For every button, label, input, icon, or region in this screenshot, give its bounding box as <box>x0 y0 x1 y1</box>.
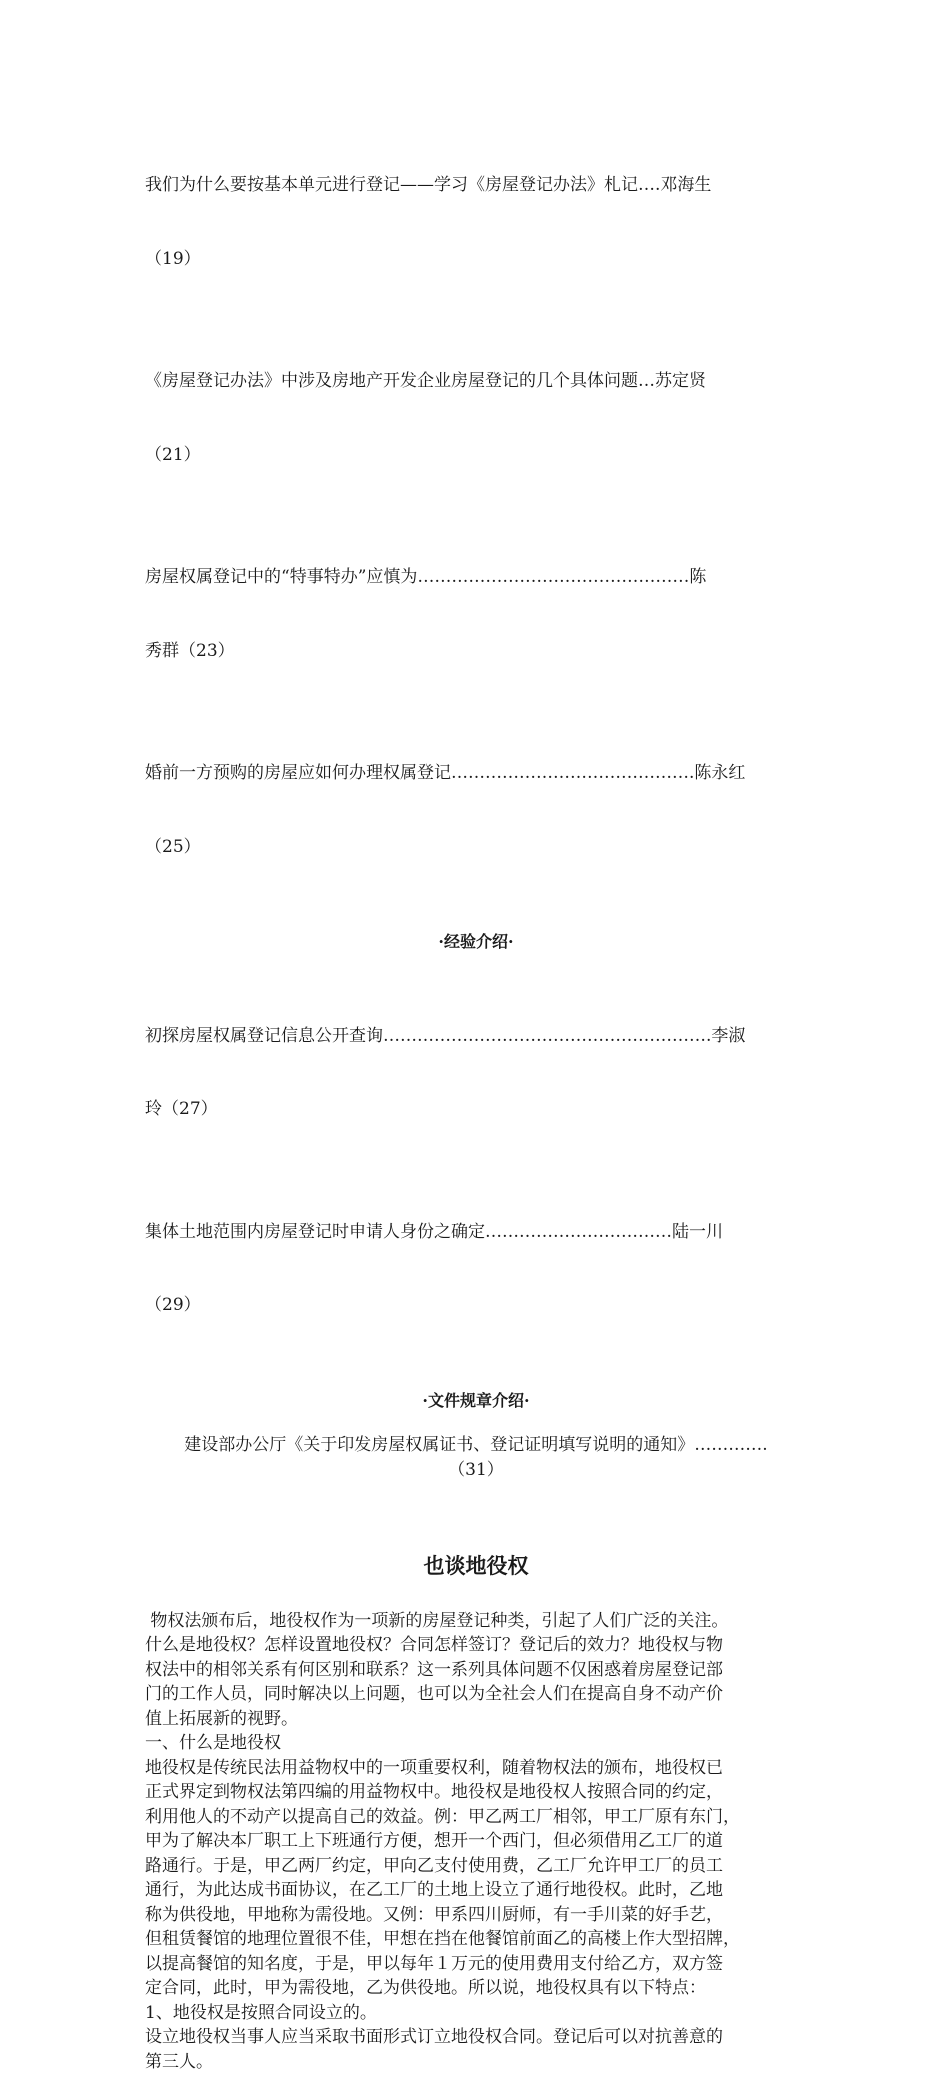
toc-entry <box>145 712 807 908</box>
toc-entry-title: 建设部办公厅《关于印发房屋权属证书、登记证明填写说明的通知》…………. <box>145 1433 807 1458</box>
section-heading-experience: ·经验介绍· <box>145 930 807 955</box>
article-line: 设立地役权当事人应当采取书面形式订立地役权合同。登记后可以对抗善意的 <box>145 2025 807 2050</box>
article-line: 地役权是传统民法用益物权中的一项重要权利，随着物权法的颁布，地役权已 <box>145 1756 807 1781</box>
article-line: 一、什么是地役权 <box>145 1731 807 1756</box>
toc-entry <box>145 124 807 320</box>
toc-entry-page: 秀群（23） <box>145 639 807 664</box>
article-line: 称为供役地，甲地称为需役地。又例：甲系四川厨师，有一手川菜的好手艺， <box>145 1903 807 1928</box>
toc-group-2 <box>145 975 807 1367</box>
toc-entry-page: （19） <box>145 247 807 272</box>
article-line: 通行，为此达成书面协议，在乙工厂的土地上设立了通行地役权。此时，乙地 <box>145 1878 807 1903</box>
article-line: 1、地役权是按照合同设立的。 <box>145 2001 807 2026</box>
article-line: 第三人。 <box>145 2050 807 2074</box>
article-line: 定合同，此时，甲为需役地，乙为供役地。所以说，地役权具有以下特点： <box>145 1976 807 2001</box>
article-line: 物权法颁布后，地役权作为一项新的房屋登记种类，引起了人们广泛的关注。 <box>145 1609 807 1634</box>
article-line: 门的工作人员，同时解决以上问题，也可以为全社会人们在提高自身不动产价 <box>145 1682 807 1707</box>
toc-entry <box>145 1171 807 1367</box>
article-body <box>145 1609 807 2074</box>
section-heading-documents: ·文件规章介绍· <box>145 1389 807 1414</box>
article-line: 权法中的相邻关系有何区别和联系？这一系列具体问题不仅困惑着房屋登记部 <box>145 1658 807 1683</box>
toc-entry-page: （31） <box>145 1458 807 1483</box>
article-line: 正式界定到物权法第四编的用益物权中。地役权是地役权人按照合同的约定， <box>145 1780 807 1805</box>
toc-entry-title: 《房屋登记办法》中涉及房地产开发企业房屋登记的几个具体问题…苏定贤 <box>145 369 807 394</box>
article-line: 甲为了解决本厂职工上下班通行方便，想开一个西门，但必须借用乙工厂的道 <box>145 1829 807 1854</box>
toc-entry-page: （25） <box>145 835 807 860</box>
article-line: 值上拓展新的视野。 <box>145 1707 807 1732</box>
toc-entry <box>145 516 807 712</box>
toc-entry-page: （21） <box>145 443 807 468</box>
toc-entry-title: 初探房屋权属登记信息公开查询………………………………………………….李淑 <box>145 1024 807 1049</box>
toc-entry-title: 集体土地范围内房屋登记时申请人身份之确定……………………………陆一川 <box>145 1220 807 1245</box>
toc-entry-title: 房屋权属登记中的“特事特办”应慎为…………………………………………陈 <box>145 565 807 590</box>
toc-entry-title: 婚前一方预购的房屋应如何办理权属登记…………………………………….陈永红 <box>145 761 807 786</box>
toc-group-3 <box>145 1433 807 1482</box>
article-line: 但租赁餐馆的地理位置很不佳，甲想在挡在他餐馆前面乙的高楼上作大型招牌， <box>145 1927 807 1952</box>
toc-entry-page: 玲（27） <box>145 1097 807 1122</box>
toc-group-1 <box>145 124 807 908</box>
toc-entry <box>145 320 807 516</box>
article-line: 路通行。于是，甲乙两厂约定，甲向乙支付使用费，乙工厂允许甲工厂的员工 <box>145 1854 807 1879</box>
page-content <box>145 124 807 2074</box>
toc-entry <box>145 975 807 1171</box>
article-line: 利用他人的不动产以提高自己的效益。例：甲乙两工厂相邻，甲工厂原有东门， <box>145 1805 807 1830</box>
toc-entry-title: 我们为什么要按基本单元进行登记——学习《房屋登记办法》札记….邓海生 <box>145 173 807 198</box>
article-title: 也谈地役权 <box>145 1554 807 1579</box>
article-line: 什么是地役权？怎样设置地役权？合同怎样签订？登记后的效力？地役权与物 <box>145 1633 807 1658</box>
toc-entry-page: （29） <box>145 1293 807 1318</box>
article-line: 以提高餐馆的知名度，于是，甲以每年１万元的使用费用支付给乙方，双方签 <box>145 1952 807 1977</box>
